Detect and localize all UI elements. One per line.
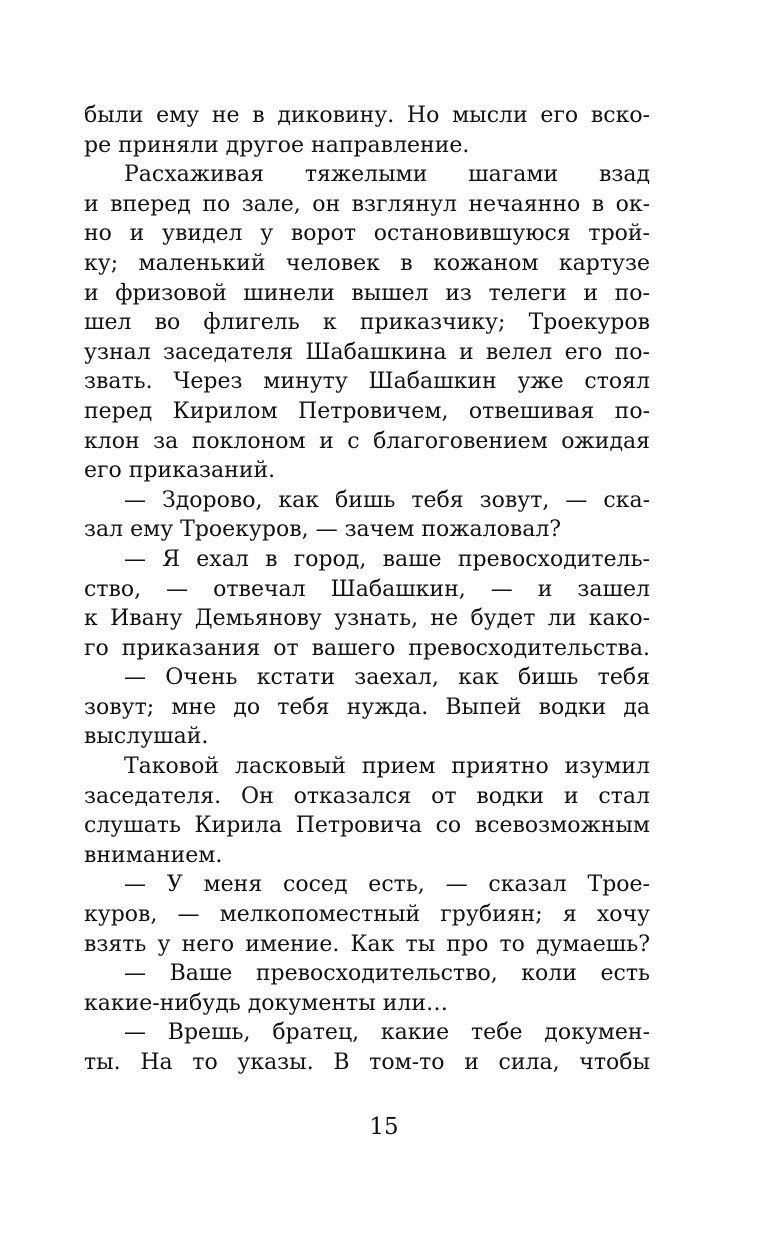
text-line: звать. Через минуту Шабашкин уже стоял: [84, 369, 650, 395]
text-line: были ему не в диковину. Но мысли его вско-: [84, 103, 650, 128]
text-line: — У меня сосед есть, — сказал Трое-: [124, 872, 650, 898]
text-line: Расхаживая тяжелыми шагами взад: [124, 162, 650, 188]
text-line: какие-нибудь документы или…: [84, 990, 449, 1016]
body-text: [84, 101, 650, 1078]
text-line: и вперед по зале, он взглянул нечаянно в ок-: [84, 191, 650, 217]
text-line: Таковой ласковый прием приятно изумил: [124, 754, 650, 780]
text-line: — Врешь, братец, какие тебе докумен-: [124, 1020, 650, 1046]
text-line: и фризовой шинели вышел из телеги и по-: [84, 280, 650, 306]
text-line: — Здорово, как бишь тебя зовут, — ска-: [124, 487, 650, 513]
text-line: но и увидел у ворот остановившуюся трой-: [84, 221, 650, 247]
text-line: ре приняли другое направление.: [84, 132, 470, 158]
text-line: ство, — отвечал Шабашкин, — и зашел: [84, 576, 650, 602]
text-line: взять у него имение. Как ты про то думаешь?: [84, 931, 650, 957]
page-number: 15: [369, 1114, 399, 1140]
text-line: — Ваше превосходительство, коли есть: [124, 961, 650, 987]
text-line: го приказания от вашего превосходительства.: [84, 635, 650, 661]
text-line: перед Кирилом Петровичем, отвешивая по-: [84, 398, 650, 424]
text-line: заседателя. Он отказался от водки и стал: [84, 783, 650, 809]
text-line: ку; маленький человек в кожаном картузе: [84, 250, 650, 276]
text-line: узнал заседателя Шабашкина и велел его по-: [84, 339, 650, 365]
text-line: зовут; мне до тебя нужда. Выпей водки да: [84, 694, 650, 720]
text-line: его приказаний.: [84, 458, 276, 484]
text-line: шел во флигель к приказчику; Троекуров: [84, 310, 650, 336]
text-line: — Я ехал в город, ваше превосходитель-: [124, 546, 650, 572]
text-line: ты. На то указы. В том-то и сила, чтобы: [84, 1050, 650, 1075]
text-line: к Ивану Демьянову узнать, не будет ли како-: [84, 606, 650, 632]
text-line: зал ему Троекуров, — зачем пожаловал?: [84, 517, 562, 543]
text-line: куров, — мелкопоместный грубиян; я хочу: [84, 902, 650, 928]
text-line: слушать Кирила Петровича со всевозможным: [84, 813, 650, 839]
text-line: клон за поклоном и с благоговением ожидая: [84, 428, 650, 454]
text-line: вниманием.: [84, 842, 223, 868]
text-line: выслушай.: [84, 724, 209, 750]
text-line: — Очень кстати заехал, как бишь тебя: [124, 665, 650, 691]
